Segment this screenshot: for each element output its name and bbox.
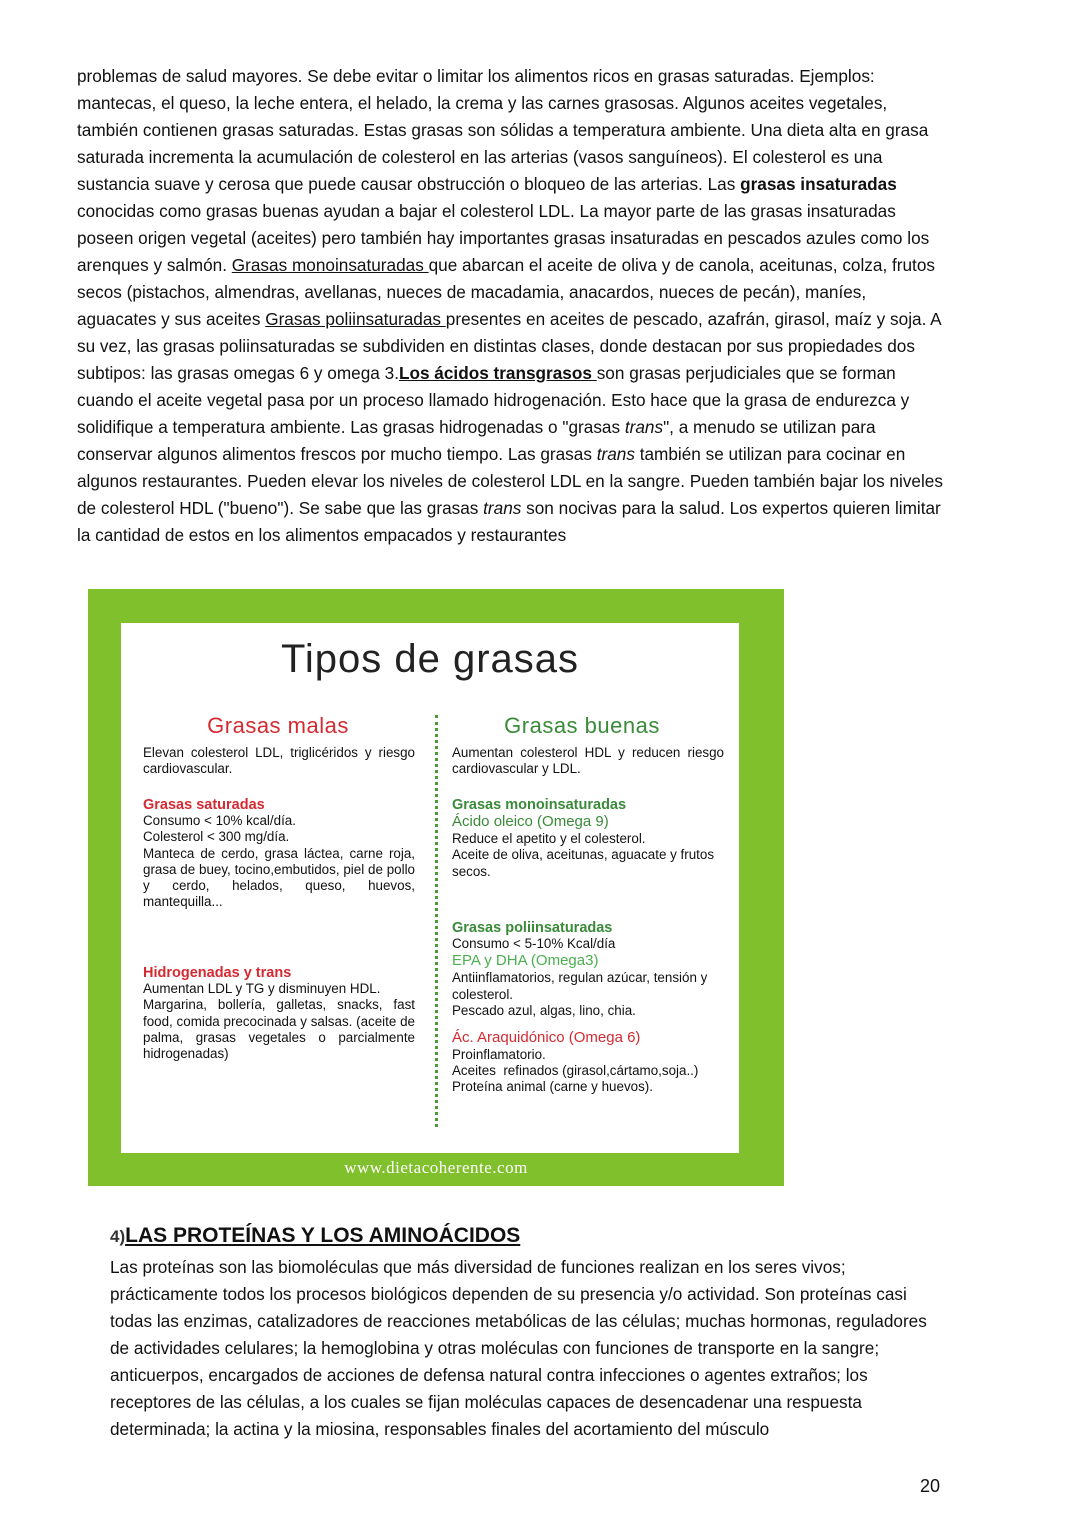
text-segment: ", a menudo se utilizan para conservar algunos alimentos frescos por mucho tiempo. Las grasas (77, 417, 876, 464)
body-paragraph-proteins: Las proteínas son las biomoléculas que más diversidad de funciones realizan en los seres vivos; prácticamente todos los procesos biológicos dependen de su presencia y/o actividad. Son proteínas casi todas las enzimas, catalizadores de reacciones metabólicas de las células; muchas hormonas, reguladores de actividades celulares; la hemoglobina y otras moléculas con funciones de transporte en la sangre; anticuerpos, encargados de acciones de defensa natural contra infecciones o agentes extraños; los receptores de las células, a los cuales se fijan moléculas capaces de desencadenar una respuesta determinada; la actina y la miosina, responsables finales del acortamiento del músculo (110, 1257, 927, 1439)
saturated-line: Manteca de cerdo, grasa láctea, carne roja, grasa de buey, tocino,embutidos, piel de pollo y cerdo, helados, queso, huevos, mantequilla... (143, 845, 415, 910)
trans-line: Aumentan LDL y TG y disminuyen HDL. (143, 981, 381, 997)
text-segment: conocidas como grasas buenas ayudan a bajar el colesterol LDL. La mayor parte de las grasas insaturadas poseen origen vegetal (aceites) pero también hay importantes grasas insaturadas en pescados azules como los arenques y salmón. (77, 201, 930, 275)
section-number: 4) (110, 1227, 126, 1246)
text-segment: problemas de salud mayores. Se debe evitar o limitar los alimentos ricos en grasas saturadas. Ejemplos: mantecas, el queso, la leche entera, el helado, la crema y las carnes grasosas. Algunos aceites vegetales, también contienen grasas saturadas. Estas grasas son sólidas a temperatura ambiente. Una dieta alta en grasa saturada incrementa la acumulación de colesterol en las arterias (vasos sanguíneos). El colesterol es una sustancia suave y cerosa que puede causar obstrucción o bloqueo de las arterias. Las (77, 66, 929, 194)
poly-line: Pescado azul, algas, lino, chia. (452, 1002, 636, 1018)
italic-term: trans (483, 498, 522, 518)
saturated-line: Consumo < 10% kcal/día. (143, 813, 296, 829)
poly-subtitle: EPA y DHA (Omega3) (452, 952, 599, 970)
omega6-line: Proinflamatorio. (452, 1047, 546, 1063)
column-divider (435, 715, 438, 1127)
mono-subtitle: Ácido oleico (Omega 9) (452, 813, 609, 831)
section-heading (110, 1224, 520, 1248)
body-paragraph-fats (77, 63, 949, 549)
trans-title: Hidrogenadas y trans (143, 965, 292, 981)
mono-line: Reduce el apetito y el colesterol. (452, 831, 646, 847)
poly-line: Antiinflamatorios, regulan azúcar, tensión y colesterol. (452, 970, 708, 1002)
text-segment: son nocivas para la salud. Los expertos quieren limitar la cantidad de estos en los alimentos empacados y restaurantes (77, 498, 941, 545)
text-segment: presentes en aceites de pescado, azafrán, girasol, maíz y soja. A su vez, las grasas poliinsaturadas se subdividen en distintas clases, donde destacan por sus propiedades dos subtipos: las grasas omegas 6 y omega 3. (77, 309, 941, 383)
italic-term: trans (596, 444, 635, 464)
italic-term: trans (624, 417, 664, 437)
infographic-panel (121, 623, 739, 1153)
omega6-title: Ác. Araquidónico (Omega 6) (452, 1029, 641, 1047)
mono-fats-block (452, 797, 732, 880)
bad-fats-intro: Elevan colesterol LDL, triglicéridos y riesgo cardiovascular. (143, 745, 415, 777)
text-segment: son grasas perjudiciales que se forman cuando el aceite vegetal pasa por un proceso llamado hidrogenación. Esto hace que la grasa de endurezca y solidifique a temperatura ambiente. Las grasas hidrogenadas o "grasas (77, 363, 910, 437)
poly-line: Consumo < 5-10% Kcal/día (452, 936, 616, 952)
saturated-title: Grasas saturadas (143, 797, 265, 813)
good-fats-intro: Aumentan colesterol HDL y reducen riesgo cardiovascular y LDL. (452, 745, 724, 777)
saturated-fats-block (143, 797, 415, 910)
omega6-line: Aceites refinados (girasol,cártamo,soja..) (452, 1063, 699, 1079)
infographic-source: www.dietacoherente.com (344, 1158, 528, 1177)
bad-fats-heading: Grasas malas (207, 713, 349, 738)
page-number: 20 (920, 1476, 941, 1496)
bold-term-trans: Los ácidos transgrasos (398, 363, 597, 383)
omega6-line: Proteína animal (carne y huevos). (452, 1079, 653, 1095)
poly-title: Grasas poliinsaturadas (452, 920, 613, 936)
infographic-title: Tipos de grasas (280, 637, 580, 681)
good-fats-heading: Grasas buenas (504, 713, 660, 738)
bold-term-unsaturated: grasas insaturadas (740, 174, 897, 194)
trans-fats-block (143, 965, 415, 1062)
text-segment: también se utilizan para cocinar en algunos restaurantes. Pueden elevar los niveles de colesterol LDL en la sangre. Pueden también bajar los niveles de colesterol HDL ("bueno"). Se sabe que las grasas (77, 444, 943, 518)
saturated-line: Colesterol < 300 mg/día. (143, 829, 290, 845)
underlined-term-mono: Grasas monoinsaturadas (231, 255, 429, 275)
infographic-fat-types (88, 589, 784, 1186)
mono-line: Aceite de oliva, aceitunas, aguacate y frutos secos. (452, 847, 715, 879)
trans-line: Margarina, bollería, galletas, snacks, fast food, comida precocinada y salsas. (aceite de palma, grasas vegetales o parcialmente hidrogenadas) (143, 997, 415, 1062)
section-title: LAS PROTEÍNAS Y LOS AMINOÁCIDOS (125, 1224, 521, 1247)
text-segment: que abarcan el aceite de oliva y de canola, aceitunas, colza, frutos secos (pistachos, almendras, avellanas, nueces de macadamia, anacardos, nueces de pecán), maníes, aguacates y sus aceites (77, 255, 935, 329)
mono-title: Grasas monoinsaturadas (452, 797, 627, 813)
underlined-term-poly: Grasas poliinsaturadas (265, 309, 446, 329)
poly-fats-block (452, 920, 737, 1096)
